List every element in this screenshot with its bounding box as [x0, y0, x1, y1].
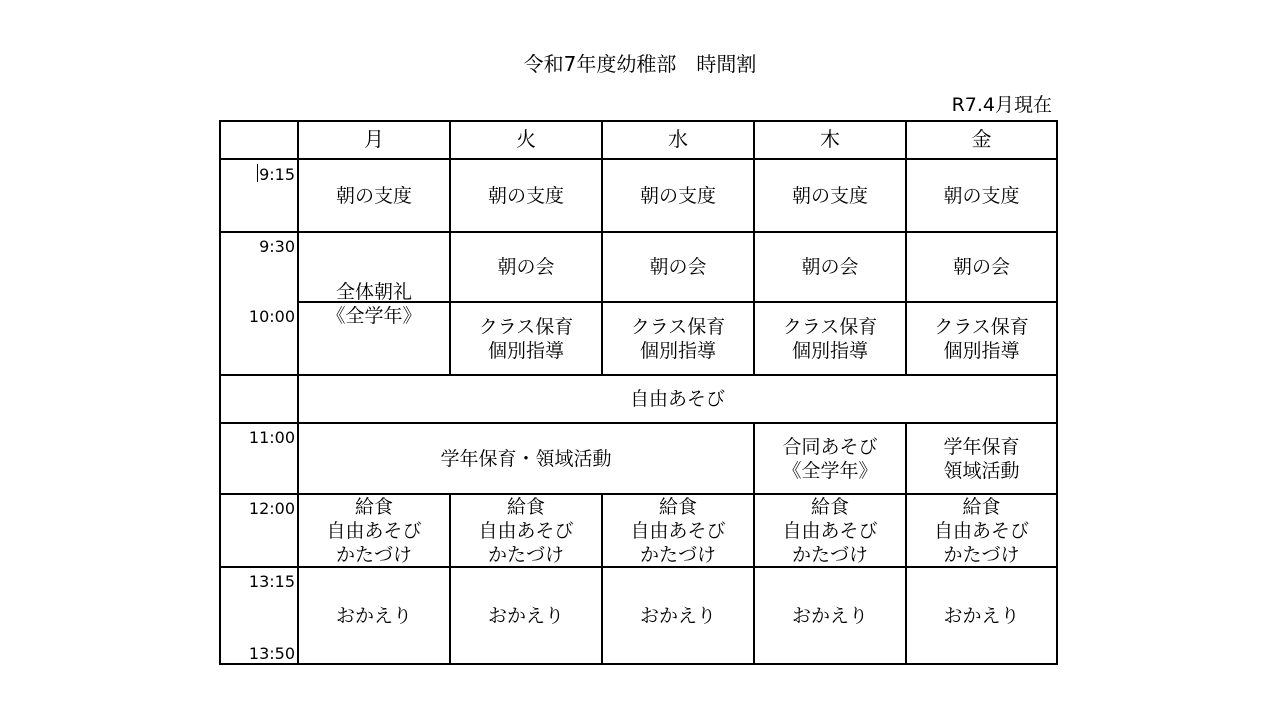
cell-line: クラス保育 [782, 315, 878, 338]
cell-line: かたづけ [487, 543, 564, 566]
cell-line: 給食 [810, 495, 849, 518]
cell-morning-meeting: 朝の会 [952, 256, 1010, 278]
cell-morning-prep: 朝の支度 [943, 184, 1020, 207]
cell-grade-activity: 学年保育・領域活動 [440, 447, 612, 470]
cell-line: かたづけ [335, 543, 412, 566]
cell-free-play: 自由あそび [629, 388, 725, 410]
cell-go-home: おかえり [791, 604, 868, 627]
cell-line: 自由あそび [326, 519, 422, 542]
cell-line: 学年保育 [943, 435, 1020, 458]
cell-morning-prep: 朝の支度 [791, 184, 868, 207]
cell-go-home: おかえり [639, 604, 716, 627]
cell-line: 給食 [506, 495, 545, 518]
time-label: 9:15 [259, 165, 295, 184]
cell-class-care [451, 303, 601, 374]
cell-line: 自由あそび [630, 519, 726, 542]
cell-line: 自由あそび [933, 519, 1029, 542]
cell-morning-meeting: 朝の会 [649, 256, 707, 278]
cell-line: 自由あそび [478, 519, 574, 542]
timetable [219, 120, 1058, 665]
cell-line: 給食 [962, 495, 1001, 518]
cell-go-home: おかえり [487, 604, 564, 627]
cell-line: クラス保育 [934, 315, 1029, 338]
cell-line: 個別指導 [639, 339, 716, 362]
cell-line: 個別指導 [943, 339, 1020, 362]
cell-joint-play [755, 424, 905, 493]
cell-morning-meeting: 朝の会 [801, 256, 859, 278]
time-label: 9:30 [259, 237, 295, 256]
page-title: 令和7年度幼稚部 時間割 [523, 52, 757, 76]
cell-line: 給食 [354, 495, 393, 518]
day-header-wed: 水 [668, 127, 688, 151]
cell-line: かたづけ [639, 543, 716, 566]
cell-line: クラス保育 [630, 315, 726, 338]
cell-lunch [299, 495, 449, 566]
cell-line: 個別指導 [791, 339, 868, 362]
cell-lunch [907, 495, 1056, 566]
cell-line: かたづけ [791, 543, 868, 566]
as-of-date: R7.4月現在 [951, 94, 1052, 116]
cell-lunch [603, 495, 753, 566]
cell-line: 個別指導 [487, 339, 564, 362]
cell-morning-meeting: 朝の会 [497, 256, 555, 278]
cell-line: 給食 [658, 495, 697, 518]
cell-line: 自由あそび [782, 519, 878, 542]
time-label: 13:15 [248, 572, 295, 591]
cell-morning-prep: 朝の支度 [335, 184, 412, 207]
cell-line: クラス保育 [478, 315, 574, 338]
cell-morning-prep: 朝の支度 [639, 184, 716, 207]
cell-morning-prep: 朝の支度 [487, 184, 564, 207]
cell-class-care [907, 303, 1056, 374]
cell-class-care [603, 303, 753, 374]
cell-go-home: おかえり [943, 604, 1020, 627]
time-label: 12:00 [248, 499, 295, 518]
day-header-tue: 火 [516, 127, 536, 151]
time-label: 10:00 [248, 307, 295, 326]
cell-line: 《全学年》 [782, 459, 878, 482]
day-header-thu: 木 [820, 127, 840, 151]
cell-monday-assembly [299, 233, 449, 374]
cell-line: かたづけ [943, 543, 1020, 566]
time-label: 11:00 [248, 428, 295, 447]
time-label: 13:50 [248, 644, 295, 663]
cell-grade-activity-fri [907, 424, 1056, 493]
cell-line: 《全学年》 [326, 304, 422, 327]
cell-class-care [755, 303, 905, 374]
cell-line: 合同あそび [782, 435, 878, 458]
day-header-fri: 金 [971, 127, 992, 151]
cell-line: 全体朝礼 [335, 280, 412, 303]
cell-lunch [755, 495, 905, 566]
cell-lunch [451, 495, 601, 566]
day-header-mon: 月 [364, 127, 384, 151]
cell-line: 領域活動 [943, 459, 1020, 482]
cell-go-home: おかえり [335, 604, 412, 627]
